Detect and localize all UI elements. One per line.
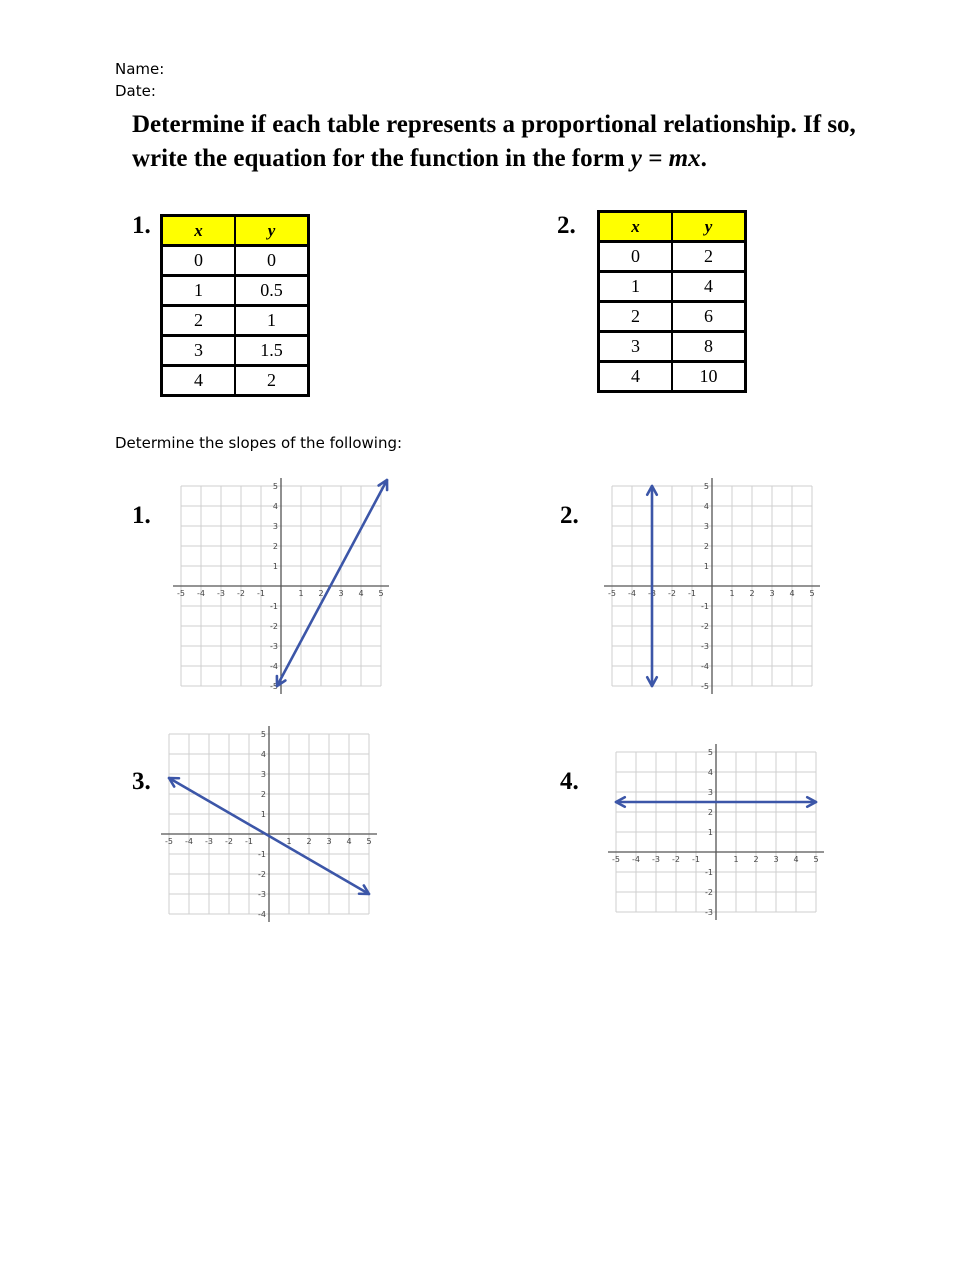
table-row (599, 362, 746, 392)
table-cell: 2 (162, 306, 236, 336)
plotted-line (277, 480, 387, 686)
x-tick-label: 5 (813, 855, 819, 864)
table-cell: 1.5 (235, 336, 309, 366)
table-cell: 1 (599, 272, 673, 302)
x-tick-label: 5 (366, 837, 372, 846)
table-row (599, 272, 746, 302)
x-tick-label: -2 (225, 837, 233, 846)
y-tick-label: 3 (707, 788, 713, 797)
y-tick-label: -2 (701, 622, 709, 631)
x-tick-label: -3 (648, 589, 656, 598)
instructions-prefix: Determine if each table represents a proportional relationship. If so, write the equation for the function in the form (132, 111, 856, 172)
x-tick-label: 3 (773, 855, 779, 864)
table-cell: 1 (162, 276, 236, 306)
table-2 (597, 210, 747, 393)
table-cell: 2 (235, 366, 309, 396)
instructions-equation: y = mx (630, 145, 701, 172)
y-tick-label: -1 (705, 868, 713, 877)
table-cell: 6 (672, 302, 746, 332)
y-tick-label: -2 (270, 622, 278, 631)
y-tick-label: 4 (272, 502, 278, 511)
table-2-number: 2. (557, 212, 576, 239)
x-tick-label: 2 (753, 855, 759, 864)
table-row (162, 366, 309, 396)
x-tick-label: 5 (378, 589, 384, 598)
y-tick-label: -4 (701, 662, 709, 671)
name-label: Name: (115, 60, 165, 78)
table-cell: 0 (162, 246, 236, 276)
y-tick-label: 5 (703, 482, 709, 491)
table-row (599, 332, 746, 362)
x-tick-label: -2 (668, 589, 676, 598)
table-cell: 0.5 (235, 276, 309, 306)
y-tick-label: 5 (272, 482, 278, 491)
x-tick-label: 3 (326, 837, 332, 846)
table-2-header-y: y (672, 212, 746, 242)
x-tick-label: 2 (306, 837, 312, 846)
x-tick-label: -3 (217, 589, 225, 598)
x-tick-label: 1 (733, 855, 739, 864)
y-tick-label: 2 (707, 808, 713, 817)
y-tick-label: -1 (701, 602, 709, 611)
graph-1-number: 1. (132, 502, 151, 529)
table-cell: 4 (599, 362, 673, 392)
table-cell: 0 (235, 246, 309, 276)
table-row (599, 242, 746, 272)
table-cell: 3 (599, 332, 673, 362)
graph-3 (155, 726, 383, 926)
x-tick-label: 3 (769, 589, 775, 598)
y-tick-label: -1 (258, 850, 266, 859)
graph-4 (602, 744, 830, 924)
table-row (162, 306, 309, 336)
x-tick-label: -4 (632, 855, 640, 864)
instructions-suffix: . (700, 145, 707, 172)
table-row (162, 276, 309, 306)
x-tick-label: -4 (185, 837, 193, 846)
y-tick-label: -5 (701, 682, 709, 691)
y-tick-label: -3 (270, 642, 278, 651)
table-row (162, 246, 309, 276)
y-tick-label: -2 (258, 870, 266, 879)
x-tick-label: 1 (286, 837, 292, 846)
table-cell: 3 (162, 336, 236, 366)
x-tick-label: 5 (809, 589, 815, 598)
y-tick-label: -3 (701, 642, 709, 651)
date-label: Date: (115, 82, 156, 100)
x-tick-label: 4 (346, 837, 352, 846)
table-cell: 10 (672, 362, 746, 392)
y-tick-label: -2 (705, 888, 713, 897)
table-cell: 4 (162, 366, 236, 396)
table-1-number: 1. (132, 212, 151, 239)
table-cell: 8 (672, 332, 746, 362)
table-cell: 2 (599, 302, 673, 332)
graph-2-number: 2. (560, 502, 579, 529)
graph-2 (598, 478, 826, 696)
table-1-header-y: y (235, 216, 309, 246)
x-tick-label: 1 (298, 589, 304, 598)
x-tick-label: 4 (793, 855, 799, 864)
graph-1 (167, 478, 395, 696)
x-tick-label: -3 (205, 837, 213, 846)
x-tick-label: -2 (237, 589, 245, 598)
table-cell: 0 (599, 242, 673, 272)
graph-4-number: 4. (560, 768, 579, 795)
table-row (599, 302, 746, 332)
table-1 (160, 214, 310, 397)
x-tick-label: -5 (612, 855, 620, 864)
y-tick-label: 3 (703, 522, 709, 531)
y-tick-label: -4 (270, 662, 278, 671)
y-tick-label: 2 (703, 542, 709, 551)
x-tick-label: -5 (165, 837, 173, 846)
y-tick-label: 1 (707, 828, 713, 837)
y-tick-label: 1 (703, 562, 709, 571)
y-tick-label: 3 (260, 770, 266, 779)
table-cell: 1 (235, 306, 309, 336)
table-cell: 2 (672, 242, 746, 272)
x-tick-label: -1 (688, 589, 696, 598)
table-cell: 4 (672, 272, 746, 302)
y-tick-label: 3 (272, 522, 278, 531)
y-tick-label: -4 (258, 910, 266, 919)
y-tick-label: 2 (272, 542, 278, 551)
x-tick-label: -4 (197, 589, 205, 598)
y-tick-label: 2 (260, 790, 266, 799)
y-tick-label: -3 (258, 890, 266, 899)
x-tick-label: 2 (749, 589, 755, 598)
x-tick-label: 3 (338, 589, 344, 598)
x-tick-label: -3 (652, 855, 660, 864)
x-tick-label: 1 (729, 589, 735, 598)
y-tick-label: 4 (703, 502, 709, 511)
table-1-header-x: x (162, 216, 236, 246)
y-tick-label: 4 (260, 750, 266, 759)
y-tick-label: -5 (270, 682, 278, 691)
x-tick-label: -1 (257, 589, 265, 598)
x-tick-label: -1 (245, 837, 253, 846)
slopes-heading: Determine the slopes of the following: (115, 434, 403, 452)
x-tick-label: -5 (177, 589, 185, 598)
x-tick-label: 2 (318, 589, 324, 598)
x-tick-label: -4 (628, 589, 636, 598)
table-2-header-x: x (599, 212, 673, 242)
y-tick-label: -3 (705, 908, 713, 917)
y-tick-label: -1 (270, 602, 278, 611)
x-tick-label: -2 (672, 855, 680, 864)
instructions (132, 108, 872, 176)
x-tick-label: 4 (358, 589, 364, 598)
y-tick-label: 4 (707, 768, 713, 777)
x-tick-label: 4 (789, 589, 795, 598)
y-tick-label: 1 (260, 810, 266, 819)
x-tick-label: -1 (692, 855, 700, 864)
y-tick-label: 5 (260, 730, 266, 739)
y-tick-label: 1 (272, 562, 278, 571)
table-row (162, 336, 309, 366)
x-tick-label: -5 (608, 589, 616, 598)
graph-3-number: 3. (132, 768, 151, 795)
y-tick-label: 5 (707, 748, 713, 757)
